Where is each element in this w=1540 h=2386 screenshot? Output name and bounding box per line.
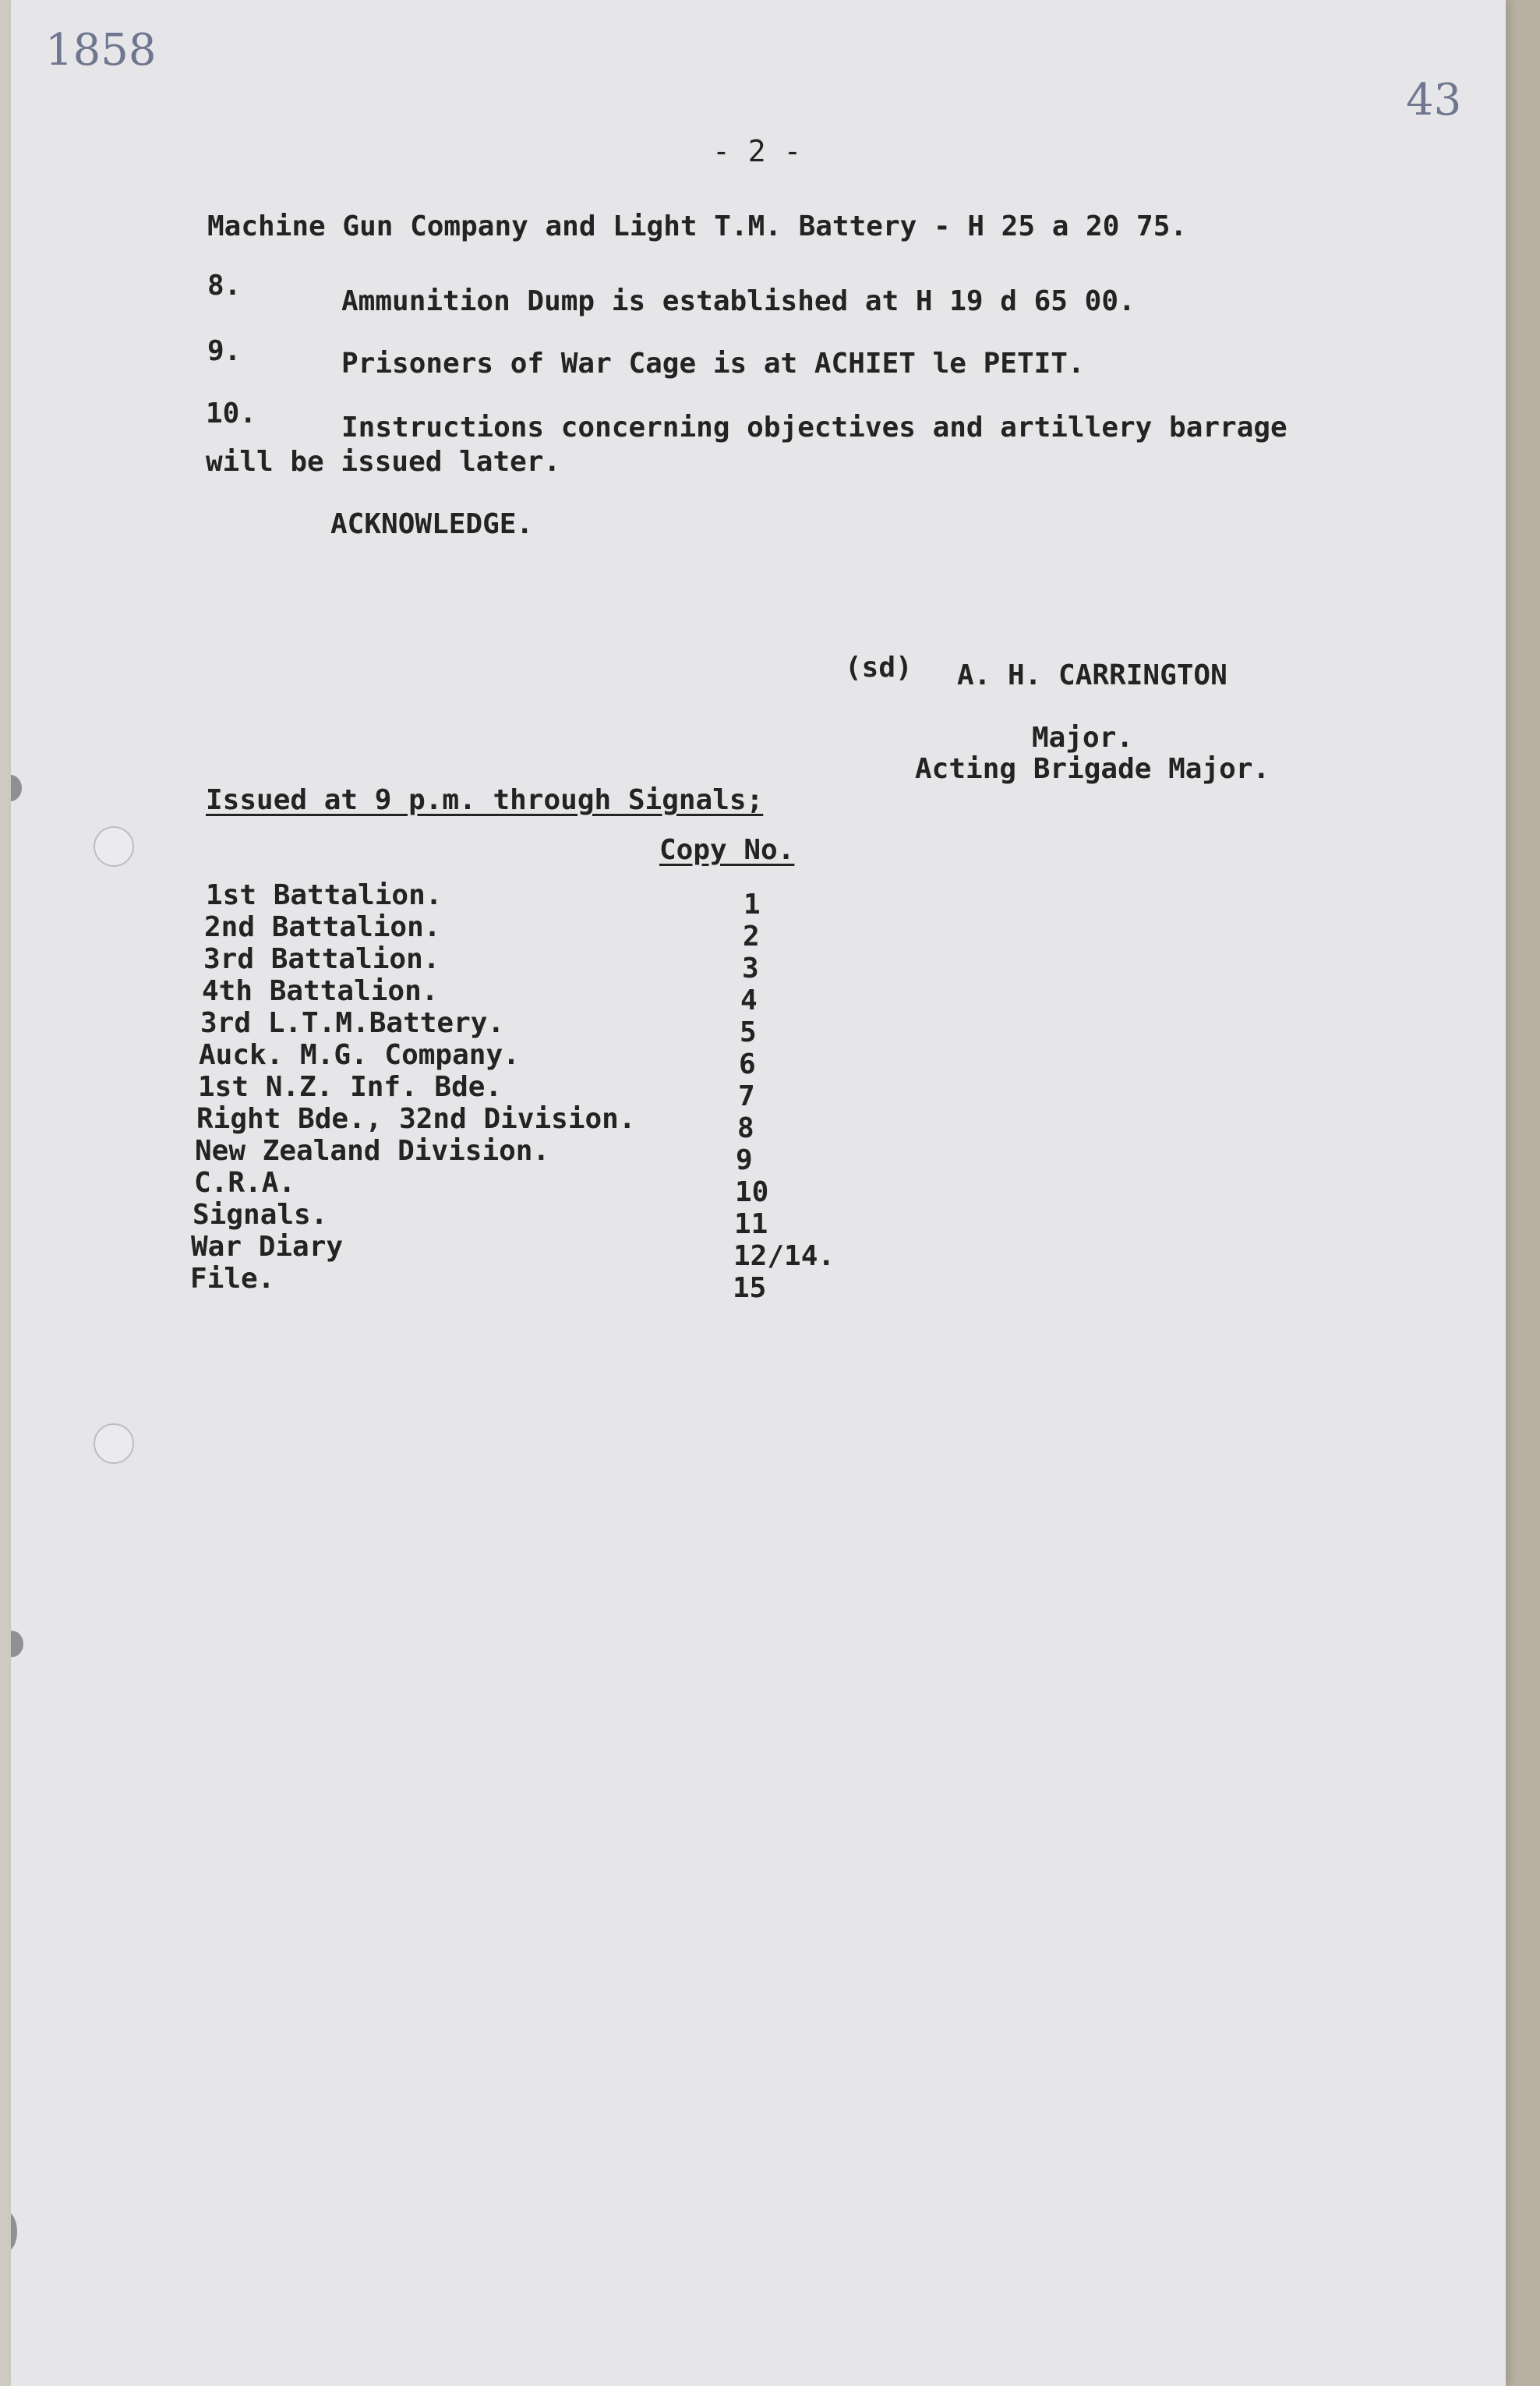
signature-name: A. H. CARRINGTON (957, 659, 1227, 691)
distribution-unit: 4th Battalion. (202, 975, 439, 1007)
distribution-heading: Issued at 9 p.m. through Signals; (206, 784, 764, 816)
copy-number-header: Copy No. (659, 834, 795, 866)
distribution-copy-number: 5 (740, 1016, 757, 1048)
document-page (11, 0, 1506, 2386)
distribution-unit: File. (190, 1263, 275, 1295)
distribution-copy-number: 4 (740, 984, 758, 1016)
distribution-unit: Right Bde., 32nd Division. (196, 1103, 636, 1135)
distribution-unit: 3rd L.T.M.Battery. (200, 1007, 505, 1039)
distribution-unit: C.R.A. (194, 1167, 296, 1199)
paragraph-number-8: 8. (207, 270, 242, 302)
distribution-unit: 3rd Battalion. (203, 943, 440, 975)
distribution-unit: New Zealand Division. (195, 1135, 550, 1167)
distribution-copy-number: 8 (737, 1112, 754, 1144)
paragraph-text-8: Ammunition Dump is established at H 19 d 65 00. (341, 285, 1136, 317)
paragraph-text-10-line2: will be issued later. (206, 446, 561, 478)
distribution-copy-number: 6 (739, 1048, 756, 1080)
page-number: - 2 - (712, 134, 802, 168)
distribution-unit: War Diary (191, 1231, 344, 1263)
distribution-unit: 1st Battalion. (206, 879, 443, 911)
distribution-copy-number: 10 (735, 1176, 769, 1208)
paragraph-text-9: Prisoners of War Cage is at ACHIET le PETIT. (341, 348, 1085, 380)
distribution-copy-number: 7 (738, 1080, 755, 1112)
distribution-unit: 1st N.Z. Inf. Bde. (198, 1071, 503, 1103)
signature-title: Acting Brigade Major. (915, 753, 1270, 785)
acknowledge-line: ACKNOWLEDGE. (330, 508, 534, 540)
signature-rank: Major. (1032, 722, 1134, 754)
paragraph-number-9: 9. (207, 335, 242, 367)
distribution-copy-number: 11 (734, 1208, 768, 1240)
folio-stamp-right: 43 (1406, 75, 1462, 125)
distribution-unit: 2nd Battalion. (204, 911, 441, 943)
distribution-copy-number: 9 (736, 1144, 753, 1176)
paragraph-text-10-line1: Instructions concerning objectives and artillery barrage (341, 412, 1287, 444)
distribution-copy-number: 3 (742, 953, 759, 984)
distribution-copy-number: 12/14. (733, 1240, 835, 1272)
punch-hole-dark (11, 775, 22, 801)
distribution-copy-number: 1 (744, 889, 761, 921)
punch-hole (94, 826, 134, 867)
paragraph-continuation: Machine Gun Company and Light T.M. Battery - H 25 a 20 75. (207, 210, 1188, 242)
punch-hole-dark (11, 2212, 17, 2251)
distribution-copy-number: 15 (733, 1272, 767, 1304)
folio-stamp-left: 1858 (45, 25, 157, 76)
distribution-unit: Signals. (192, 1199, 328, 1231)
distribution-copy-number: 2 (743, 921, 760, 953)
signature-sd: (sd) (845, 652, 913, 684)
paragraph-number-10: 10. (206, 398, 257, 429)
desk-background (1506, 0, 1540, 2386)
distribution-unit: Auck. M.G. Company. (199, 1039, 520, 1071)
punch-hole (94, 1423, 134, 1464)
punch-hole-dark (11, 1631, 23, 1657)
